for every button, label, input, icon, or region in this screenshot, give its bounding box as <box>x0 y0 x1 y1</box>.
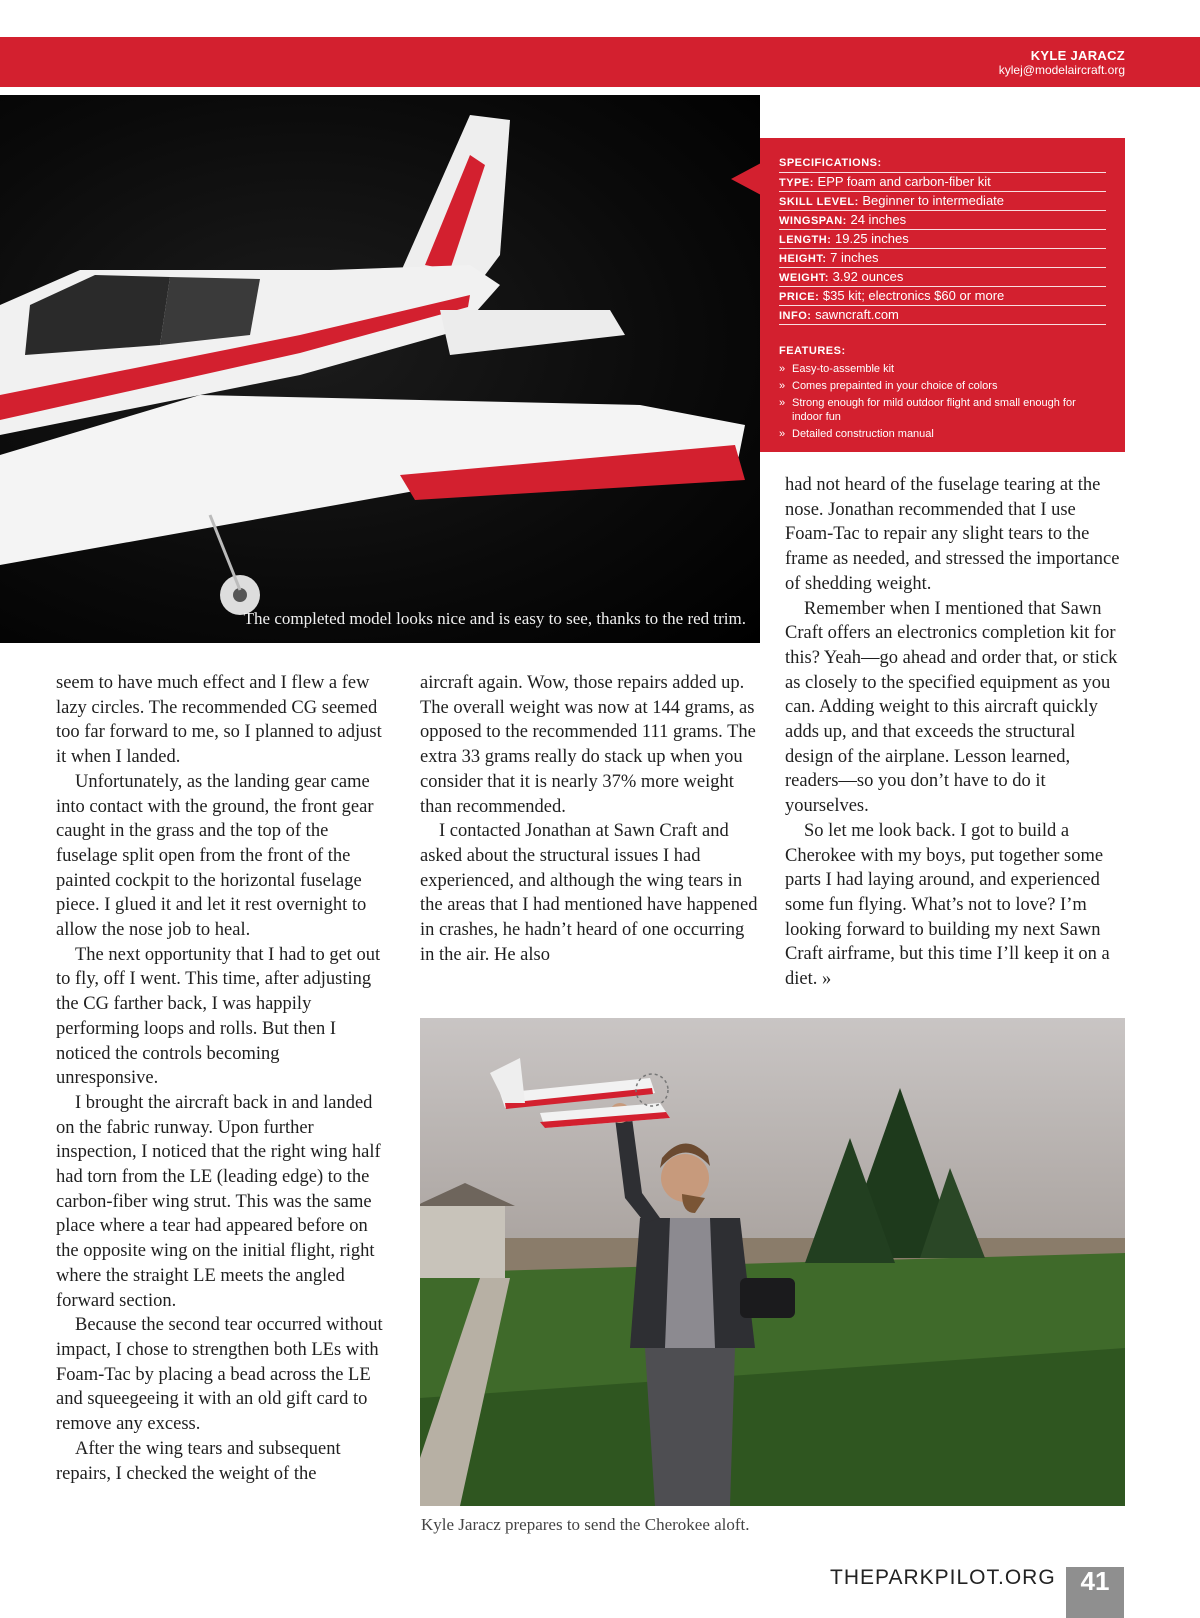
spec-row-length: LENGTH: 19.25 inches <box>779 230 1106 249</box>
pilot-illustration <box>420 1018 1125 1506</box>
features-list <box>779 362 1106 441</box>
bullet-icon: » <box>779 397 786 409</box>
feature-item: » Detailed construction manual <box>779 428 934 440</box>
spec-row-skill-level: SKILL LEVEL: Beginner to intermediate <box>779 192 1106 211</box>
specifications-box <box>760 138 1125 452</box>
bullet-icon: » <box>779 363 786 375</box>
paragraph: Because the second tear occurred without impact, I chose to strengthen both LEs with Foam-Tac by placing a bead across the LE and squeegeeing it with an old gift card to remove any excess. <box>56 1315 383 1435</box>
spec-row-type: TYPE: EPP foam and carbon-fiber kit <box>779 173 1106 192</box>
footer-site-name[interactable]: THEPARKPILOT.ORG <box>830 1566 1056 1589</box>
author-name: KYLE JARACZ <box>1030 48 1125 63</box>
top-photo-caption: The completed model looks nice and is easy to see, thanks to the red trim. <box>243 609 746 628</box>
author-email[interactable]: kylej@modelaircraft.org <box>998 63 1125 77</box>
body-column-3 <box>785 473 1125 992</box>
paragraph: aircraft again. Wow, those repairs added up. The overall weight was now at 144 grams, as opposed to the recommended 111 grams. The extra 33 grams really do stack up when you consider that it is nearly 37% more weight than recommended. <box>420 673 756 817</box>
spec-row-price: PRICE: $35 kit; electronics $60 or more <box>779 287 1106 306</box>
spec-row-info: INFO: sawncraft.com <box>779 306 1106 325</box>
body-column-1 <box>56 671 386 1486</box>
author-byline <box>999 48 1125 77</box>
airplane-illustration <box>0 95 760 643</box>
feature-item: » Strong enough for mild outdoor flight and small enough for indoor fun <box>779 397 1076 423</box>
feature-item: » Easy-to-assemble kit <box>779 363 895 375</box>
bullet-icon: » <box>779 428 786 440</box>
feature-item: » Comes prepainted in your choice of colors <box>779 380 998 392</box>
spec-row-wingspan: WINGSPAN: 24 inches <box>779 211 1106 230</box>
page-number: 41 <box>1066 1567 1124 1618</box>
spec-box-pointer <box>731 163 761 195</box>
spec-row-weight: WEIGHT: 3.92 ounces <box>779 268 1106 287</box>
paragraph: The next opportunity that I had to get out to fly, off I went. This time, after adjusting the CG farther back, I was happily performing loops and rolls. But then I noticed the controls becoming unresponsive. <box>56 944 381 1089</box>
pilot-photo <box>420 1018 1125 1506</box>
specifications-heading: SPECIFICATIONS: <box>779 156 1106 173</box>
paragraph: So let me look back. I got to build a Cherokee with my boys, put together some parts I had laying around, and experienced some fun flying. What’s not to love? I’m looking forward to building my next Sawn Craft airframe, but this time I’ll keep it on a diet. » <box>785 820 1110 990</box>
body-column-2 <box>420 671 760 967</box>
paragraph: had not heard of the fuselage tearing at the nose. Jonathan recommended that I use Foam-Tac to repair any slight tears to the frame as needed, and stressed the importance of shedding weight. <box>785 475 1120 594</box>
paragraph: Remember when I mentioned that Sawn Craft offers an electronics completion kit for this? Yeah—go ahead and order that, or stick as closely to the specified equipment as you can. Adding weight to this aircraft quickly adds up, and that exceeds the structural design of the airplane. Lesson learned, readers—so you don’t have to do it yourselves. <box>785 598 1118 817</box>
paragraph: I contacted Jonathan at Sawn Craft and asked about the structural issues I had experienced, and although the wing tears in the areas that I had mentioned have happened in crashes, he hadn’t heard of one occurring in the air. He also <box>420 821 758 965</box>
bottom-photo-caption: Kyle Jaracz prepares to send the Cherokee aloft. <box>421 1515 750 1534</box>
features-heading: FEATURES: <box>779 345 846 357</box>
bullet-icon: » <box>779 380 786 392</box>
paragraph: seem to have much effect and I flew a few lazy circles. The recommended CG seemed too far forward to me, so I planned to adjust it when I landed. <box>56 673 382 768</box>
spec-row-height: HEIGHT: 7 inches <box>779 249 1106 268</box>
airplane-photo <box>0 95 760 643</box>
paragraph: Unfortunately, as the landing gear came into contact with the ground, the front gear caught in the grass and the top of the fuselage split open from the front of the painted cockpit to the horizontal fuselage piece. I glued it and let it rest overnight to allow the nose job to heal. <box>56 771 374 941</box>
paragraph: I brought the aircraft back in and landed on the fabric runway. Upon further inspection, I noticed that the right wing half had torn from the LE (leading edge) to the carbon-fiber wing strut. This was the same place where a tear had appeared before on the opposite wing on the initial flight, right where the straight LE meets the angled forward section. <box>56 1092 381 1311</box>
paragraph: After the wing tears and subsequent repairs, I checked the weight of the <box>56 1438 341 1484</box>
